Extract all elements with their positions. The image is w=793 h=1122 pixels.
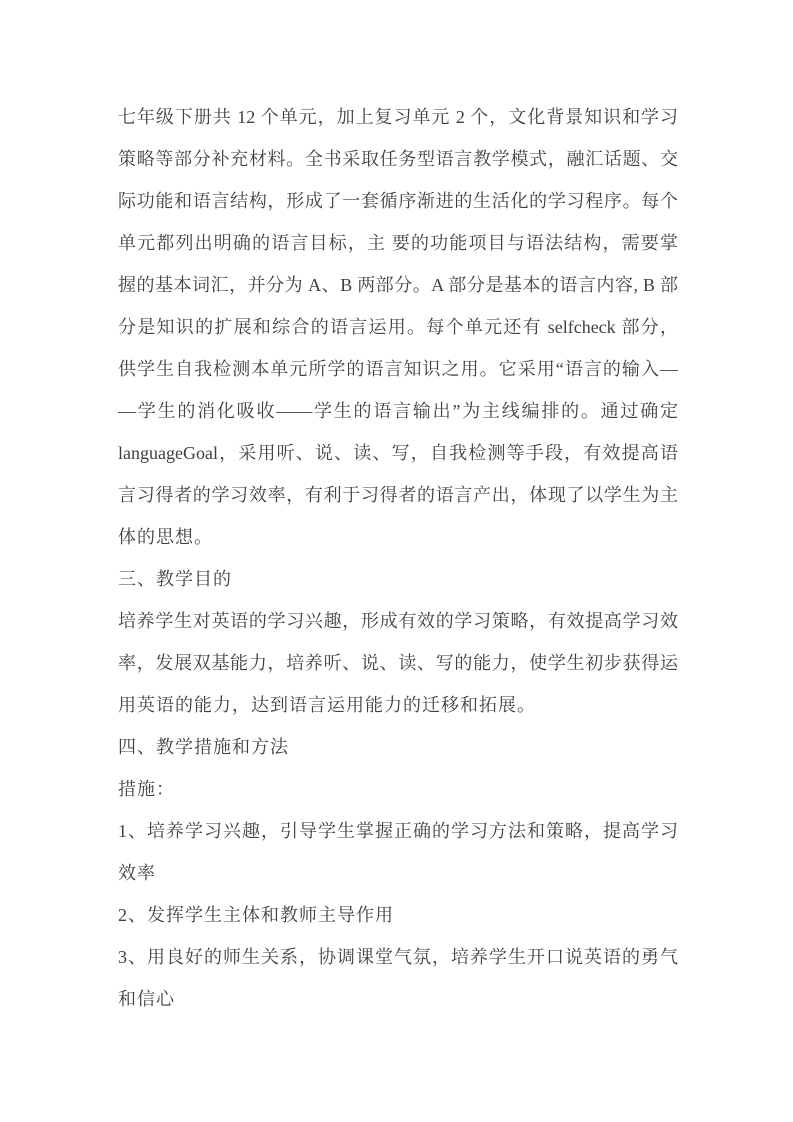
text-line: 率，发展双基能力，培养听、说、读、写的能力，使学生初步获得运: [118, 653, 678, 673]
text-line: 培养学生对英语的学习兴趣，形成有效的学习策略，有效提高学习效: [118, 611, 678, 631]
text-line: 分是知识的扩展和综合的语言运用。每个单元还有 selfcheck 部分，: [118, 317, 678, 337]
text-line: 策略等部分补充材料。全书采取任务型语言教学模式，融汇话题、交: [118, 149, 678, 169]
text-line: 言习得者的学习效率，有利于习得者的语言产出，体现了以学生为主: [118, 485, 678, 505]
text-line: 措施：: [118, 779, 175, 799]
text-line: 单元都列出明确的语言目标，主 要的功能项目与语法结构，需要掌: [118, 233, 678, 253]
text-line: 体的思想。: [118, 527, 213, 547]
document-text: [118, 96, 678, 1020]
text-line: —学生的消化吸收——学生的语言输出”为主线编排的。通过确定: [118, 401, 678, 421]
list-item-line: 2、发挥学生主体和教师主导作用: [118, 905, 394, 925]
list-item-line: 3、用良好的师生关系，协调课堂气氛，培养学生开口说英语的勇气: [118, 947, 678, 967]
section-heading: 四、教学措施和方法: [118, 737, 289, 757]
section-heading: 三、教学目的: [118, 569, 232, 589]
list-item-line: 和信心: [118, 989, 175, 1009]
list-item-line: 效率: [118, 863, 156, 883]
text-line: 供学生自我检测本单元所学的语言知识之用。它采用“语言的输入—: [118, 359, 678, 379]
list-item-line: 1、培养学习兴趣，引导学生掌握正确的学习方法和策略，提高学习: [118, 821, 678, 841]
text-line: 际功能和语言结构，形成了一套循序渐进的生活化的学习程序。每个: [118, 191, 678, 211]
text-line: 握的基本词汇，并分为 A、B 两部分。A 部分是基本的语言内容, B 部: [118, 275, 678, 295]
text-line: languageGoal，采用听、说、读、写，自我检测等手段，有效提高语: [118, 443, 678, 463]
text-line: 七年级下册共 12 个单元，加上复习单元 2 个，文化背景知识和学习: [118, 107, 678, 127]
text-line: 用英语的能力，达到语言运用能力的迁移和拓展。: [118, 695, 536, 715]
